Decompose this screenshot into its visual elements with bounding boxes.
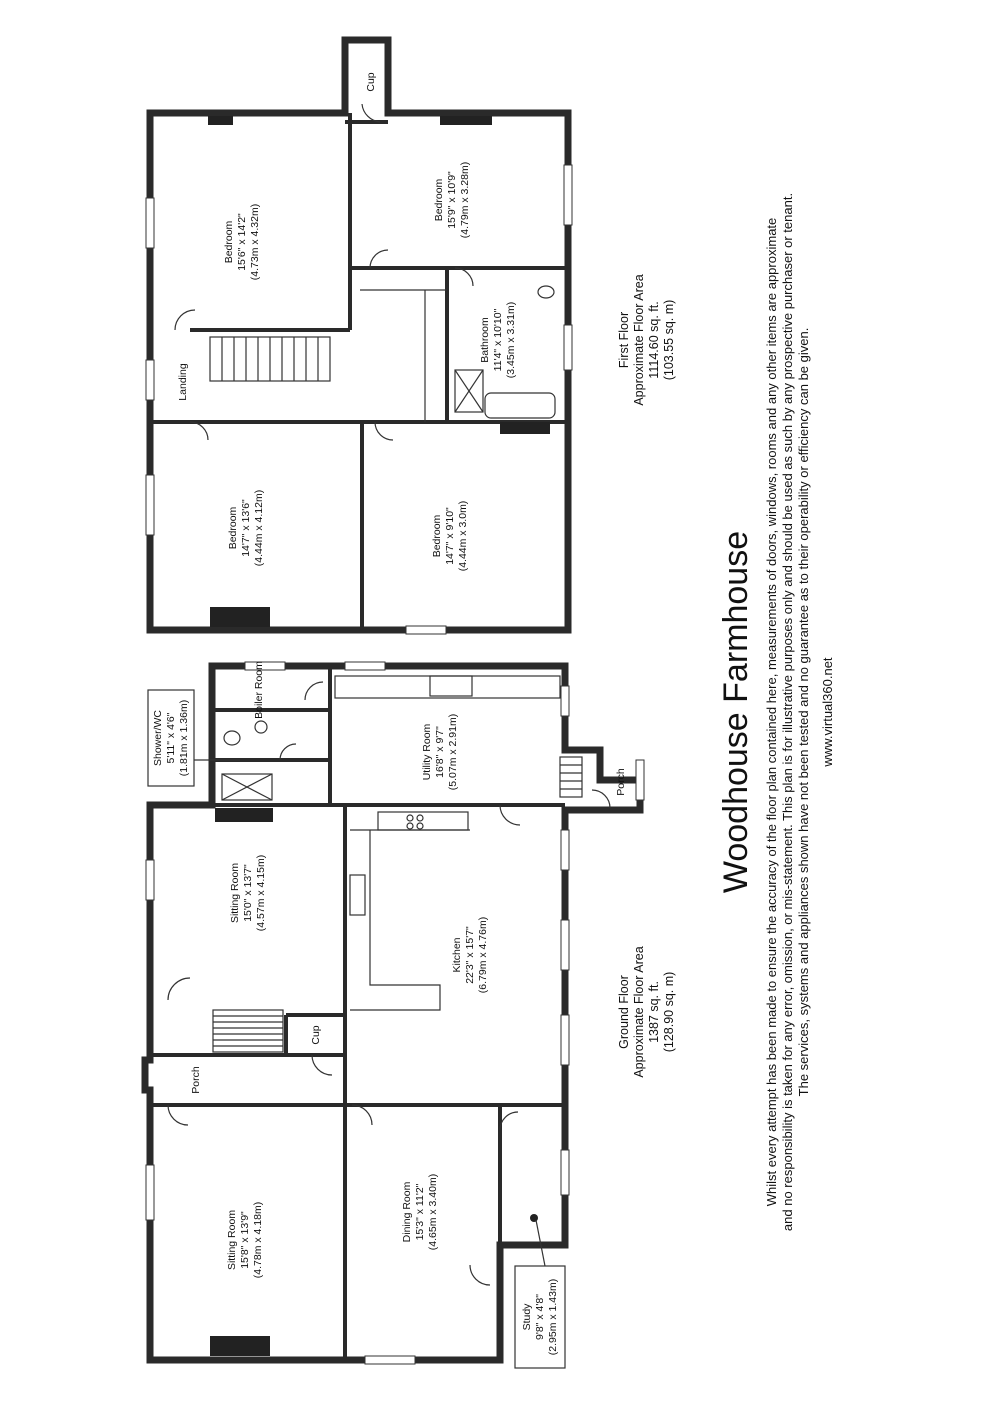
room-size-imperial: 15'9" x 10'9" <box>446 171 458 229</box>
room-name: Kitchen <box>451 937 463 973</box>
disclaimer-line-3: The services, systems and appliances shown have not been tested and no guarantee as to their operability or efficiency can be given. <box>796 327 811 1097</box>
room-name: Bathroom <box>479 317 491 363</box>
ground-floor-area <box>617 946 676 1077</box>
floor-name: Ground Floor <box>617 975 631 1049</box>
website-link[interactable]: www.virtual360.net <box>820 657 835 767</box>
room-size-imperial: 14'7" x 13'6" <box>240 499 252 557</box>
first-floor-area <box>617 274 676 405</box>
room-name: Porch <box>615 768 627 796</box>
floor-name: First Floor <box>617 311 631 369</box>
room-name: Landing <box>177 363 189 401</box>
room-name: Shower/WC <box>152 709 164 767</box>
room-size-metric: (1.81m x 1.36m) <box>178 699 190 777</box>
room-name: Study <box>521 1303 533 1331</box>
room-size-metric: (4.57m x 4.15m) <box>255 854 267 932</box>
disclaimer-line-1: Whilst every attempt has been made to ensure the accuracy of the floor plan contained here, measurements of doors, windows, rooms and any other items are approximate <box>764 217 779 1207</box>
room-size-imperial: 9'8" x 4'8" <box>534 1294 546 1340</box>
first-floor-labels <box>177 72 676 571</box>
room-name: Cup <box>310 1025 322 1045</box>
room-name: Bedroom <box>227 506 239 550</box>
room-name: Dining Room <box>401 1181 413 1243</box>
room-size-imperial: 14'7" x 9'10" <box>444 507 456 565</box>
room-name: Porch <box>190 1066 202 1094</box>
room-size-metric: (4.44m x 4.12m) <box>253 489 265 567</box>
room-name: Sitting Room <box>226 1209 238 1271</box>
room-size-metric: (6.79m x 4.76m) <box>477 916 489 994</box>
room-name: Boiler Room <box>253 661 265 719</box>
room-name: Bedroom <box>223 220 235 264</box>
room-size-imperial: 16'8" x 9'7" <box>434 726 446 778</box>
room-name: Sitting Room <box>229 862 241 924</box>
room-size-imperial: 15'3" x 11'2" <box>414 1183 426 1241</box>
room-size-metric: (4.78m x 4.18m) <box>252 1201 264 1279</box>
room-size-metric: (4.79m x 3.28m) <box>459 161 471 239</box>
area-label: Approximate Floor Area <box>632 274 646 406</box>
room-size-metric: (3.45m x 3.31m) <box>505 301 517 379</box>
room-size-metric: (2.95m x 1.43m) <box>547 1278 559 1356</box>
area-sqm: (128.90 sq. m) <box>662 971 676 1053</box>
room-name: Utility Room <box>421 723 433 781</box>
room-name: Cup <box>365 72 377 92</box>
disclaimer-line-2: and no responsibility is taken for any error, omission, or mis-statement. This plan is for illustrative purposes only and should be used as such by any prospective purchaser or tenant. <box>780 192 795 1232</box>
room-name: Bedroom <box>433 178 445 222</box>
room-name: Bedroom <box>431 514 443 558</box>
room-size-metric: (5.07m x 2.91m) <box>447 713 459 791</box>
room-size-imperial: 5'11" x 4'6" <box>165 712 177 764</box>
room-size-imperial: 15'0" x 13'7" <box>242 864 254 922</box>
room-size-imperial: 11'4" x 10'10" <box>492 308 504 372</box>
room-size-metric: (4.65m x 3.40m) <box>427 1173 439 1251</box>
area-sqm: (103.55 sq. m) <box>662 299 676 381</box>
area-sqft: 1387 sq. ft. <box>647 981 661 1043</box>
ground-floor-plan <box>145 662 644 1364</box>
room-size-imperial: 15'6" x 14'2" <box>236 213 248 271</box>
area-sqft: 1114.60 sq. ft. <box>647 301 661 379</box>
room-size-imperial: 22'3" x 15'7" <box>464 926 476 984</box>
area-label: Approximate Floor Area <box>632 946 646 1078</box>
room-size-metric: (4.44m x 3.0m) <box>457 500 469 572</box>
property-title: Woodhouse Farmhouse <box>717 530 755 894</box>
room-size-imperial: 15'8" x 13'9" <box>239 1211 251 1269</box>
room-size-metric: (4.73m x 4.32m) <box>249 203 261 281</box>
